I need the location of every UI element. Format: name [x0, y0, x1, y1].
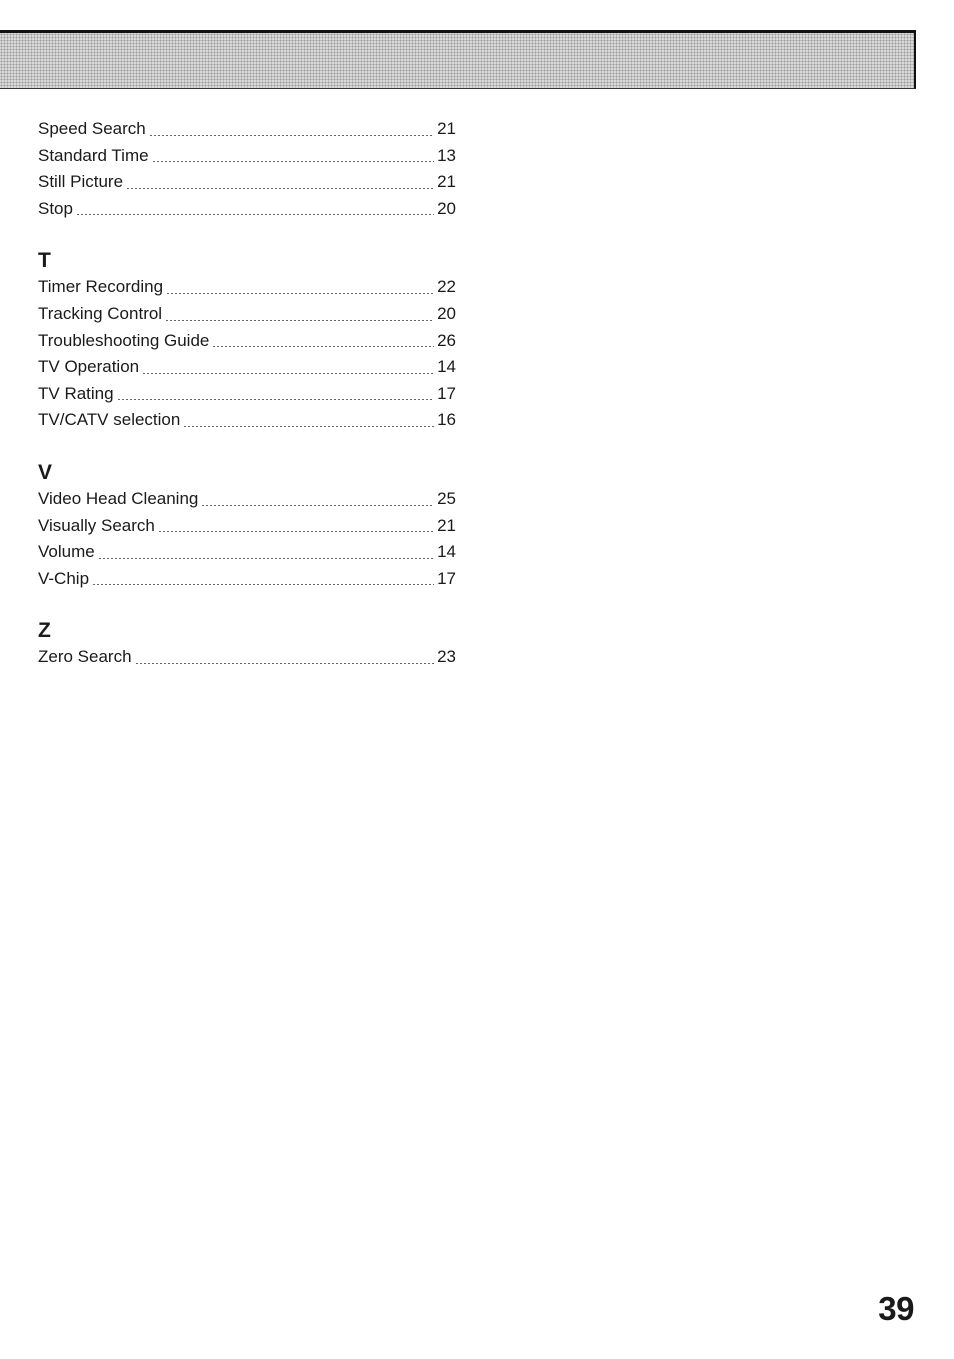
index-entry — [38, 196, 456, 223]
entry-page: 17 — [437, 383, 456, 403]
page-number: 39 — [878, 1290, 914, 1327]
index-entry — [38, 354, 456, 381]
index-entry — [38, 301, 456, 328]
dot-leader — [126, 188, 434, 189]
dot-leader — [92, 584, 434, 585]
entry-label: Still Picture — [38, 172, 124, 192]
entry-label: Visually Search — [38, 515, 155, 535]
index-entry — [38, 486, 456, 513]
entry-label: Tracking Control — [38, 303, 163, 323]
index-list — [38, 116, 456, 671]
index-entry — [38, 566, 456, 593]
entry-page: 14 — [437, 357, 456, 377]
entry-page: 21 — [437, 515, 456, 535]
entry-page: 23 — [437, 647, 456, 667]
dot-leader — [98, 558, 434, 559]
entry-label: Stop — [38, 198, 73, 218]
entry-label: V-Chip — [38, 568, 90, 588]
dot-leader — [149, 135, 434, 136]
entry-label: TV/CATV selection — [38, 410, 181, 430]
entry-label: TV Rating — [38, 383, 114, 403]
entry-page: 25 — [437, 488, 456, 508]
dot-leader — [152, 161, 435, 162]
index-section-z — [38, 617, 456, 671]
index-section-t — [38, 247, 456, 434]
entry-label: Timer Recording — [38, 277, 164, 297]
entry-page: 20 — [437, 303, 456, 323]
section-letter: Z — [38, 619, 51, 643]
dot-leader — [117, 399, 434, 400]
index-section-v — [38, 459, 456, 592]
entry-page: 20 — [437, 198, 456, 218]
entry-label: Video Head Cleaning — [38, 488, 199, 508]
entry-label: Speed Search — [38, 119, 146, 138]
section-letter: V — [38, 460, 53, 484]
header-band — [0, 30, 916, 89]
index-section-s — [38, 116, 456, 222]
entry-label: Troubleshooting Guide — [38, 330, 210, 350]
index-entry — [38, 513, 456, 540]
index-entry — [38, 381, 456, 408]
entry-page: 16 — [437, 410, 456, 430]
dot-leader — [183, 426, 434, 427]
index-entry — [38, 328, 456, 355]
entry-label: Standard Time — [38, 145, 149, 165]
entry-page: 26 — [437, 330, 456, 350]
index-entry — [38, 407, 456, 434]
entry-page: 22 — [437, 277, 456, 297]
entry-page: 21 — [437, 119, 456, 138]
entry-page: 17 — [437, 568, 456, 588]
dot-leader — [158, 531, 434, 532]
dot-leader — [212, 346, 434, 347]
entry-page: 21 — [437, 172, 456, 192]
entry-page: 13 — [437, 145, 456, 165]
index-entry — [38, 644, 456, 671]
index-entry — [38, 169, 456, 196]
dot-leader — [135, 663, 435, 664]
dot-leader — [142, 373, 434, 374]
entry-label: Volume — [38, 542, 95, 562]
index-entry — [38, 143, 456, 170]
dot-leader — [76, 214, 434, 215]
dot-leader — [201, 505, 434, 506]
dot-leader — [166, 293, 434, 294]
section-letter: T — [38, 249, 51, 273]
dot-leader — [165, 320, 434, 321]
entry-label: Zero Search — [38, 647, 132, 667]
index-entry — [38, 274, 456, 301]
entry-page: 14 — [437, 542, 456, 562]
index-entry — [38, 116, 456, 143]
entry-label: TV Operation — [38, 357, 140, 377]
index-entry — [38, 539, 456, 566]
